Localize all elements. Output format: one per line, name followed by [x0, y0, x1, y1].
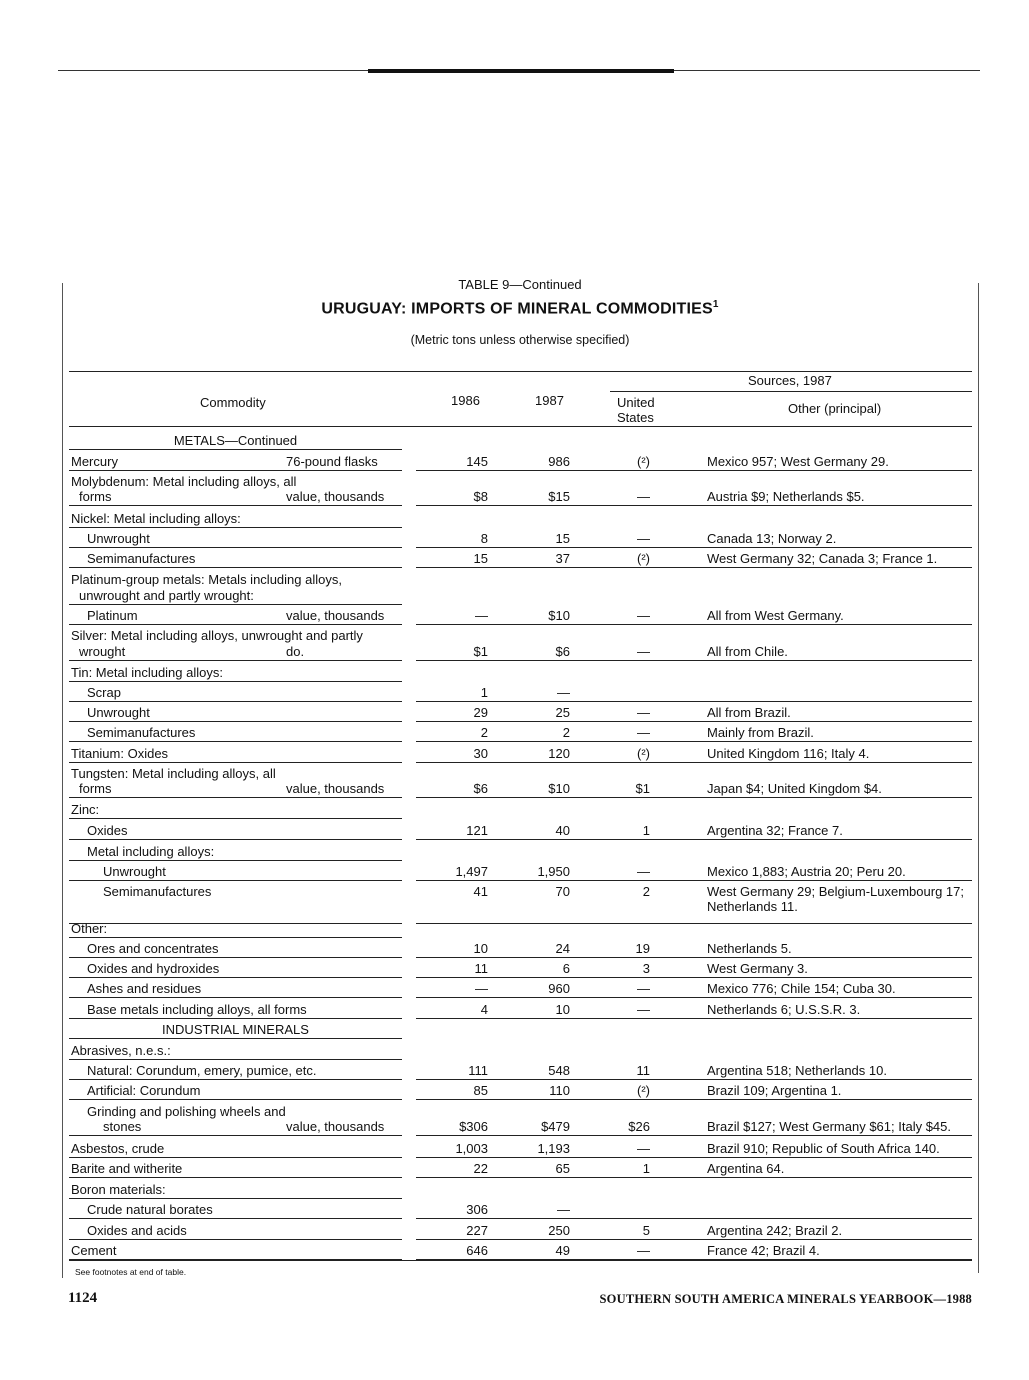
value-united-states: — — [637, 864, 650, 879]
header-united-states: United States — [617, 395, 655, 425]
table-row — [0, 862, 1029, 881]
value-1987: $10 — [548, 781, 570, 796]
value-1986: 646 — [466, 1243, 488, 1258]
row-rule-data — [416, 660, 972, 661]
table-row — [0, 882, 1029, 924]
value-1987: — — [557, 685, 570, 700]
commodity-label: Grinding and polishing wheels and — [87, 1104, 286, 1119]
value-1987: 70 — [555, 884, 570, 899]
value-1987: 1,193 — [537, 1141, 570, 1156]
value-united-states: — — [637, 1141, 650, 1156]
value-united-states: — — [637, 705, 650, 720]
value-1986: 1,003 — [455, 1141, 488, 1156]
unit-cell: do. — [286, 644, 305, 659]
commodity-label: unwrought and partly wrought: — [79, 588, 254, 603]
value-1987: 49 — [555, 1243, 570, 1258]
table-row — [0, 683, 1029, 702]
commodity-label: Metal including alloys: — [87, 844, 215, 859]
table-row — [0, 919, 1029, 938]
other-sources: Mainly from Brazil. — [707, 725, 814, 740]
value-1986: 4 — [480, 1002, 488, 1017]
row-rule — [69, 721, 402, 722]
value-united-states: — — [637, 1243, 650, 1258]
other-sources: Argentina 242; Brazil 2. — [707, 1223, 843, 1238]
header-1987: 1987 — [535, 393, 564, 408]
row-rule — [69, 937, 402, 938]
value-1986: 1,497 — [455, 864, 488, 879]
commodity-label: Oxides and acids — [87, 1223, 187, 1238]
row-rule — [69, 701, 402, 702]
commodity-label: Unwrought — [87, 705, 150, 720]
unit-cell: value, thousands — [286, 781, 385, 796]
value-1986: 10 — [473, 941, 488, 956]
row-rule-data — [416, 1018, 972, 1019]
commodity-label: Semimanufactures — [87, 725, 196, 740]
header-sources: Sources, 1987 — [748, 373, 832, 388]
other-sources: Brazil $127; West Germany $61; Italy $45. — [707, 1119, 951, 1134]
commodity-label: Unwrought — [87, 531, 150, 546]
table-row — [0, 800, 1029, 819]
row-rule — [69, 1218, 402, 1219]
row-rule — [69, 997, 402, 998]
commodity-label: Semimanufactures — [103, 884, 212, 899]
commodity-label: Tin: Metal including alloys: — [71, 665, 223, 680]
value-1986: 121 — [466, 823, 488, 838]
row-rule-data — [416, 1239, 972, 1240]
section-heading: METALS—Continued — [173, 433, 298, 448]
row-rule-data — [416, 547, 972, 548]
value-1987: 10 — [555, 1002, 570, 1017]
other-sources: Argentina 32; France 7. — [707, 823, 843, 838]
value-1986: $306 — [459, 1119, 488, 1134]
row-rule — [69, 681, 402, 682]
value-1986: 1 — [480, 685, 488, 700]
unit-cell: value, thousands — [286, 1119, 385, 1134]
other-sources: Japan $4; United Kingdom $4. — [707, 781, 882, 796]
row-rule-data — [416, 1099, 972, 1100]
row-rule-data — [416, 762, 972, 763]
table-row — [0, 842, 1029, 861]
other-sources: Mexico 1,883; Austria 20; Peru 20. — [707, 864, 906, 879]
commodity-label: Barite and witherite — [71, 1161, 183, 1176]
value-united-states: 3 — [642, 961, 650, 976]
table-row — [0, 1241, 1029, 1260]
commodity-label: Mercury — [71, 454, 118, 469]
row-rule — [69, 660, 402, 661]
row-rule-data — [416, 997, 972, 998]
section-heading: INDUSTRIAL MINERALS — [162, 1022, 309, 1037]
value-1987: 110 — [549, 1083, 570, 1098]
row-rule-data — [416, 701, 972, 702]
table-row — [0, 744, 1029, 763]
row-rule-data — [416, 957, 972, 958]
commodity-label: Scrap — [87, 685, 121, 700]
footnote: See footnotes at end of table. — [75, 1267, 187, 1277]
table-row — [0, 549, 1029, 568]
row-rule-data — [416, 1135, 972, 1136]
row-rule — [69, 1239, 402, 1240]
value-1987: 25 — [555, 705, 570, 720]
commodity-label: Ashes and residues — [87, 981, 202, 996]
value-united-states: (²) — [637, 746, 650, 761]
value-united-states: 19 — [635, 941, 650, 956]
value-1987: 250 — [548, 1223, 570, 1238]
commodity-label: Zinc: — [71, 802, 100, 817]
value-united-states: — — [637, 1002, 650, 1017]
commodity-label: Abrasives, n.e.s.: — [71, 1043, 171, 1058]
row-rule-data — [416, 1177, 972, 1178]
row-rule-data — [416, 797, 972, 798]
table-row — [0, 1139, 1029, 1158]
commodity-label: stones — [103, 1119, 142, 1134]
value-1986: 111 — [468, 1063, 488, 1078]
row-rule-data — [416, 839, 972, 840]
row-rule — [69, 1177, 402, 1178]
row-rule-data — [416, 505, 972, 506]
table-row — [0, 1221, 1029, 1240]
value-1987: 120 — [548, 746, 570, 761]
unit-cell: value, thousands — [286, 489, 385, 504]
commodity-label: Boron materials: — [71, 1182, 166, 1197]
value-1986: 11 — [474, 961, 488, 976]
value-1987: 1,950 — [537, 864, 570, 879]
row-rule — [69, 741, 402, 742]
commodity-label: Ores and concentrates — [87, 941, 219, 956]
commodity-label: Nickel: Metal including alloys: — [71, 511, 241, 526]
value-united-states: 11 — [636, 1063, 650, 1078]
value-1987: — — [557, 1202, 570, 1217]
value-1987: 15 — [555, 531, 570, 546]
table-title-text: URUGUAY: IMPORTS OF MINERAL COMMODITIES — [321, 300, 713, 318]
row-rule-data — [416, 721, 972, 722]
value-1986: 8 — [480, 531, 488, 546]
value-1986: 29 — [473, 705, 488, 720]
row-rule — [69, 547, 402, 548]
value-1986: 15 — [473, 551, 488, 566]
value-1987: 6 — [562, 961, 570, 976]
row-rule-data — [416, 1079, 972, 1080]
row-rule — [69, 957, 402, 958]
table-row — [0, 959, 1029, 978]
other-sources: Argentina 518; Netherlands 10. — [707, 1063, 887, 1078]
row-rule — [69, 1018, 402, 1019]
commodity-label: Artificial: Corundum — [87, 1083, 201, 1098]
value-1987: 2 — [562, 725, 570, 740]
value-1986: 145 — [466, 454, 488, 469]
row-rule — [69, 1135, 402, 1136]
row-rule — [69, 567, 402, 568]
header-1986: 1986 — [451, 393, 480, 408]
row-rule — [69, 880, 402, 881]
commodity-label: Natural: Corundum, emery, pumice, etc. — [87, 1063, 317, 1078]
table-row — [0, 509, 1029, 528]
value-1986: 227 — [466, 1223, 488, 1238]
table-row — [0, 642, 1029, 661]
unit-cell: value, thousands — [286, 608, 385, 623]
row-rule — [69, 860, 402, 861]
row-rule — [69, 1038, 402, 1039]
value-united-states: 5 — [642, 1223, 650, 1238]
table-label: TABLE 9—Continued — [458, 277, 582, 292]
other-sources: Brazil 910; Republic of South Africa 140. — [707, 1141, 940, 1156]
table-row — [0, 723, 1029, 742]
commodity-label: Other: — [71, 921, 108, 936]
commodity-label: Platinum — [87, 608, 138, 623]
value-1986: 2 — [480, 725, 488, 740]
value-united-states: — — [637, 644, 650, 659]
value-1986: 41 — [473, 884, 488, 899]
table-row — [0, 1180, 1029, 1199]
other-sources: United Kingdom 116; Italy 4. — [707, 746, 870, 761]
value-1986: — — [475, 608, 488, 623]
commodity-label: Semimanufactures — [87, 551, 196, 566]
commodity-label: Platinum-group metals: Metals including alloys, — [71, 572, 342, 587]
row-rule — [69, 977, 402, 978]
table-row — [0, 1159, 1029, 1178]
other-sources: West Germany 3. — [707, 961, 808, 976]
value-united-states: — — [637, 531, 650, 546]
value-1986: $8 — [473, 489, 488, 504]
value-1986: — — [475, 981, 488, 996]
other-sources: West Germany 29; Belgium-Luxembourg 17; Netherlands 11. — [707, 884, 964, 914]
page-number: 1124 — [68, 1290, 98, 1306]
value-united-states: (²) — [637, 1083, 650, 1098]
value-united-states: 1 — [642, 823, 650, 838]
other-sources: Netherlands 6; U.S.S.R. 3. — [707, 1002, 861, 1017]
value-1987: $15 — [548, 489, 570, 504]
title-footnote-mark: 1 — [712, 299, 719, 310]
value-united-states: — — [637, 608, 650, 623]
commodity-label: Oxides — [87, 823, 128, 838]
value-1987: 960 — [548, 981, 570, 996]
commodity-label: forms — [79, 489, 112, 504]
value-1986: $1 — [473, 644, 488, 659]
commodity-label: Oxides and hydroxides — [87, 961, 220, 976]
row-rule — [69, 1198, 402, 1199]
row-rule — [69, 624, 402, 625]
value-1987: 24 — [555, 941, 570, 956]
other-sources: Argentina 64. — [707, 1161, 785, 1176]
row-rule-data — [416, 880, 972, 881]
row-rule — [69, 1079, 402, 1080]
header-commodity: Commodity — [200, 395, 266, 410]
row-rule — [69, 839, 402, 840]
row-rule — [69, 505, 402, 506]
table-subtitle: (Metric tons unless otherwise specified) — [410, 333, 630, 347]
row-rule-data — [416, 567, 972, 568]
table-row — [0, 1000, 1029, 1019]
table-row — [0, 606, 1029, 625]
table-row — [0, 586, 1029, 605]
section-row — [0, 1020, 1029, 1039]
table-row — [0, 703, 1029, 722]
other-sources: Mexico 776; Chile 154; Cuba 30. — [707, 981, 896, 996]
row-rule-data — [416, 1157, 972, 1158]
value-united-states: 1 — [642, 1161, 650, 1176]
row-rule — [69, 1099, 402, 1100]
row-rule — [69, 1059, 402, 1060]
value-united-states: $1 — [635, 781, 650, 796]
table-row — [0, 1061, 1029, 1080]
row-rule — [69, 449, 402, 450]
unit-cell: 76-pound flasks — [286, 454, 378, 469]
other-sources: Netherlands 5. — [707, 941, 792, 956]
value-1987: $479 — [541, 1119, 570, 1134]
row-rule — [69, 762, 402, 763]
value-1987: $6 — [555, 644, 570, 659]
value-united-states: — — [637, 489, 650, 504]
row-rule — [69, 527, 402, 528]
table-row — [0, 487, 1029, 506]
value-united-states: (²) — [637, 551, 650, 566]
commodity-label: Cement — [71, 1243, 117, 1258]
value-1987: 65 — [555, 1161, 570, 1176]
commodity-label: Molybdenum: Metal including alloys, all — [71, 474, 297, 489]
row-rule-data — [416, 470, 972, 471]
commodity-label: Asbestos, crude — [71, 1141, 165, 1156]
commodity-label: Crude natural borates — [87, 1202, 213, 1217]
commodity-label: wrought — [79, 644, 126, 659]
table-row — [0, 529, 1029, 548]
row-rule-data — [416, 741, 972, 742]
value-united-states: 2 — [642, 884, 650, 899]
value-1987: $10 — [548, 608, 570, 623]
other-sources: Austria $9; Netherlands $5. — [707, 489, 865, 504]
other-sources: Mexico 957; West Germany 29. — [707, 454, 889, 469]
table-row — [0, 939, 1029, 958]
table-row — [0, 779, 1029, 798]
other-sources: All from Brazil. — [707, 705, 791, 720]
value-1987: 548 — [548, 1063, 570, 1078]
table-row — [0, 1041, 1029, 1060]
row-rule — [69, 470, 402, 471]
other-sources: Canada 13; Norway 2. — [707, 531, 837, 546]
section-row — [0, 431, 1029, 450]
value-united-states: — — [637, 725, 650, 740]
table-row — [0, 452, 1029, 471]
row-rule — [69, 1157, 402, 1158]
other-sources: Brazil 109; Argentina 1. — [707, 1083, 842, 1098]
value-1987: 40 — [555, 823, 570, 838]
table-row — [0, 821, 1029, 840]
commodity-label: Unwrought — [103, 864, 166, 879]
value-united-states: $26 — [628, 1119, 650, 1134]
table-row — [0, 1117, 1029, 1136]
value-1986: 85 — [473, 1083, 488, 1098]
value-united-states: (²) — [637, 454, 650, 469]
running-head: SOUTHERN SOUTH AMERICA MINERALS YEARBOOK—1988 — [599, 1292, 972, 1306]
value-1986: 30 — [473, 746, 488, 761]
other-sources: All from Chile. — [707, 644, 788, 659]
other-sources: All from West Germany. — [707, 608, 844, 623]
commodity-label: Silver: Metal including alloys, unwrought and partly — [71, 628, 363, 643]
row-rule — [69, 797, 402, 798]
row-rule-data — [416, 977, 972, 978]
row-rule-data — [416, 624, 972, 625]
commodity-label: forms — [79, 781, 112, 796]
other-sources: France 42; Brazil 4. — [707, 1243, 820, 1258]
value-1986: 306 — [466, 1202, 488, 1217]
value-1986: $6 — [473, 781, 488, 796]
value-united-states: — — [637, 981, 650, 996]
table-row — [0, 979, 1029, 998]
value-1986: 22 — [473, 1161, 488, 1176]
commodity-label: Tungsten: Metal including alloys, all — [71, 766, 276, 781]
row-rule-data — [416, 1218, 972, 1219]
other-sources: West Germany 32; Canada 3; France 1. — [707, 551, 938, 566]
row-rule — [69, 604, 402, 605]
commodity-label: Titanium: Oxides — [71, 746, 169, 761]
row-rule — [69, 818, 402, 819]
table-row — [0, 1081, 1029, 1100]
header-other-principal: Other (principal) — [788, 401, 882, 416]
value-1987: 37 — [555, 551, 570, 566]
commodity-label: Base metals including alloys, all forms — [87, 1002, 307, 1017]
value-1987: 986 — [548, 454, 570, 469]
table-row — [0, 1200, 1029, 1219]
table-bottom-rule — [69, 1260, 972, 1261]
table-row — [0, 663, 1029, 682]
